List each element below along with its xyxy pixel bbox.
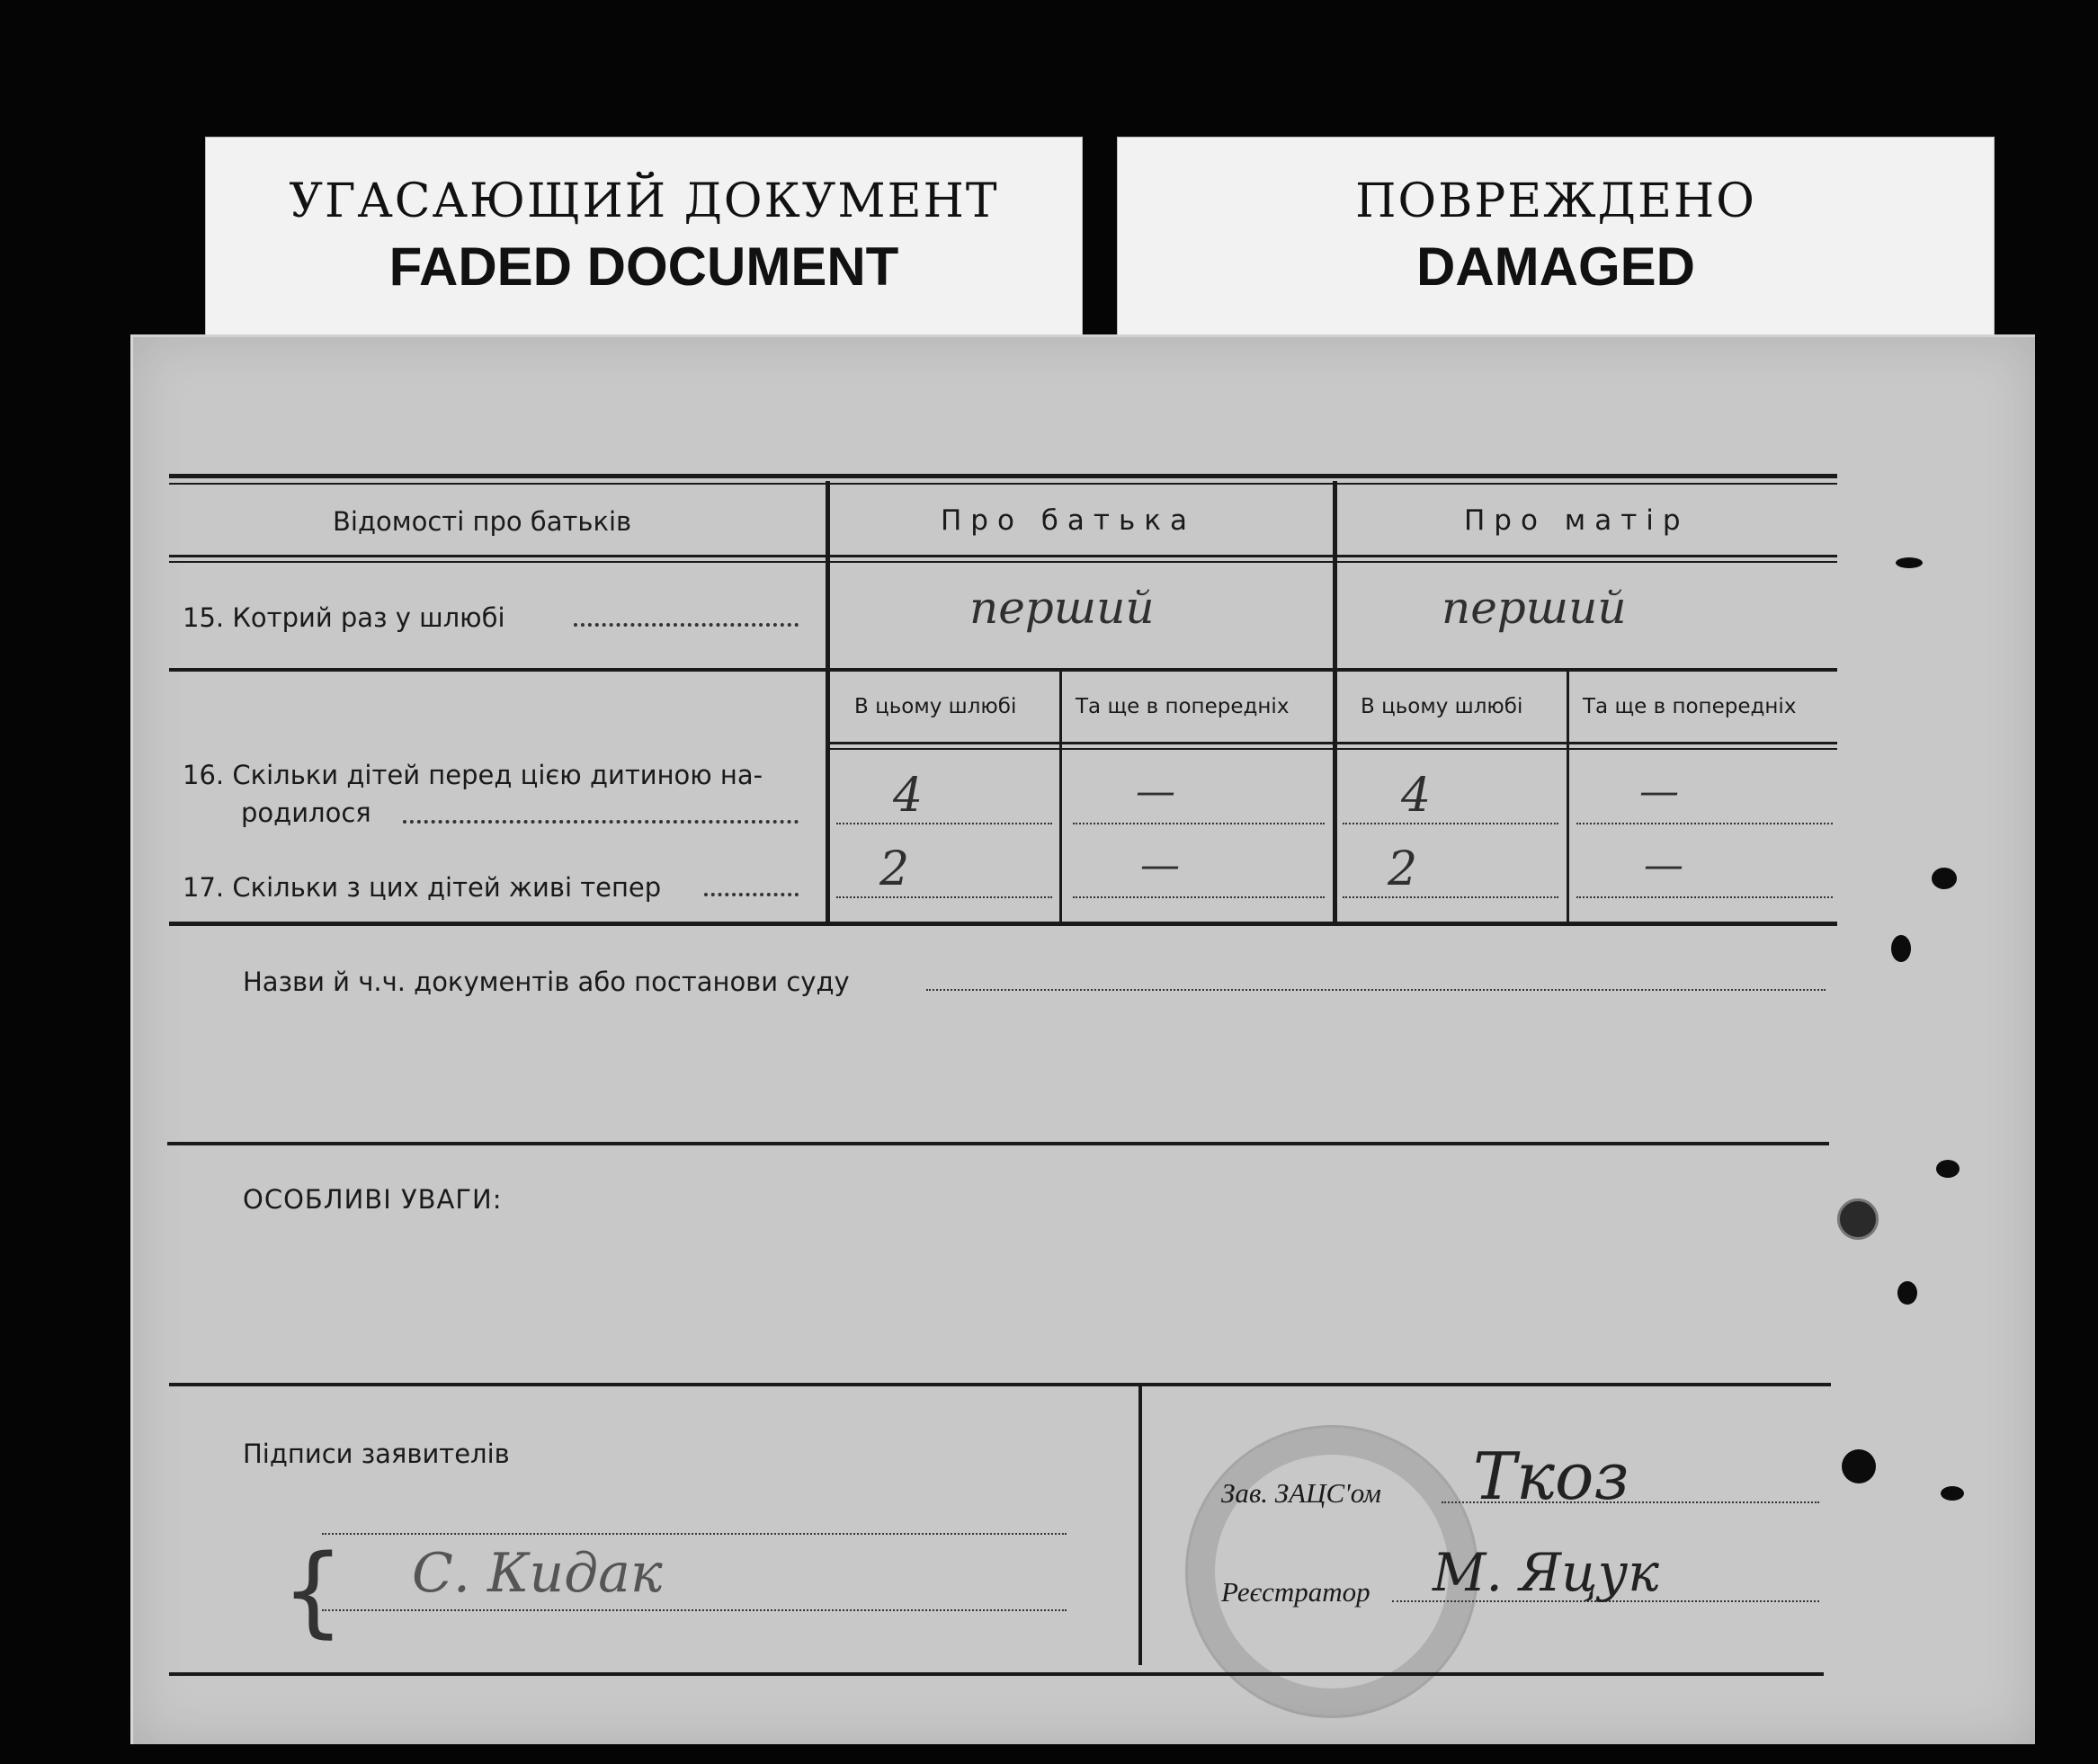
table-top-rule: [169, 474, 1837, 478]
header-parents-info: Відомості про батьків: [333, 506, 632, 537]
form-sheet: [130, 334, 2035, 1744]
damage-mark-4: [1936, 1160, 1960, 1178]
damage-mark-5: [1897, 1281, 1917, 1305]
form-bottom-rule: [169, 1672, 1824, 1676]
row17-father-this-line: [836, 896, 1052, 898]
signatures-divider: [1138, 1386, 1142, 1665]
row16-mother-this: 4: [1401, 769, 1432, 823]
applicant-signature: С. Кидак: [412, 1542, 663, 1605]
subhead-father-this-marriage: В цьому шлюбі: [854, 695, 1017, 718]
damage-mark-1: [1896, 557, 1923, 568]
documents-fill-line: [926, 989, 1826, 991]
column-divider-1: [826, 481, 830, 926]
row17-father-this: 2: [879, 842, 910, 896]
row15-leader: [574, 623, 799, 627]
header-about-father: Про батька: [941, 504, 1196, 537]
special-notes-label: ОСОБЛИВІ УВАГИ:: [243, 1184, 503, 1215]
row17-mother-this-line: [1343, 896, 1558, 898]
faded-label-russian: УГАСАЮЩИЙ ДОКУМЕНТ: [289, 174, 999, 228]
row17-mother-prev-line: [1576, 896, 1833, 898]
punch-hole-1: [1837, 1198, 1879, 1240]
damaged-label-english: DAMAGED: [1416, 236, 1695, 297]
damaged-label-russian: ПОВРЕЖДЕНО: [1355, 174, 1756, 228]
damage-mark-6: [1941, 1486, 1964, 1501]
row16-label-line2: родилося: [241, 797, 371, 828]
signatures-brace: {: [281, 1533, 344, 1648]
row16-father-this-line: [836, 823, 1052, 824]
header-about-mother: Про матір: [1464, 504, 1690, 537]
row17-father-prev: —: [1140, 842, 1180, 888]
row17-label: 17. Скільки з цих дітей живі тепер: [183, 872, 662, 903]
row16-mother-prev: —: [1639, 769, 1679, 815]
row15-father-value: перший: [969, 582, 1155, 634]
row16-father-prev-line: [1073, 823, 1325, 824]
registrar-label: Реєстратор: [1221, 1576, 1370, 1608]
column-divider-father-sub: [1059, 672, 1062, 926]
row16-leader: [403, 820, 799, 824]
row16-mother-prev-line: [1576, 823, 1833, 824]
row16-father-this: 4: [893, 769, 924, 823]
faded-document-label: [205, 137, 1083, 339]
row16-mother-this-line: [1343, 823, 1558, 824]
head-label: Зав. ЗАЦС'ом: [1221, 1477, 1381, 1509]
row15-label: 15. Котрий раз у шлюбі: [183, 602, 505, 633]
documents-section-rule: [167, 1142, 1829, 1145]
subhead-bottom-rule: [830, 742, 1837, 744]
documents-label: Назви й ч.ч. документів або постанови суду: [243, 967, 850, 997]
row16-label-line1: 16. Скільки дітей перед цією дитиною на-: [183, 760, 763, 790]
row15-mother-value: перший: [1442, 582, 1627, 634]
row17-mother-prev: —: [1644, 842, 1683, 888]
header-bottom-rule-thin: [169, 561, 1837, 563]
faded-label-english: FADED DOCUMENT: [388, 236, 899, 297]
subhead-bottom-rule-thin: [830, 748, 1837, 750]
applicant-signature-line-2: [322, 1609, 1067, 1611]
subhead-mother-this-marriage: В цьому шлюбі: [1361, 695, 1523, 718]
header-bottom-rule: [169, 555, 1837, 557]
table-bottom-rule: [169, 922, 1837, 926]
subhead-mother-previous: Та ще в попередніх: [1583, 695, 1797, 718]
signatures-label: Підписи заявителів: [243, 1439, 510, 1469]
applicant-signature-line-1: [322, 1533, 1067, 1535]
table-top-rule-thin: [169, 483, 1837, 485]
damage-mark-3: [1891, 935, 1911, 962]
row16-father-prev: —: [1136, 769, 1175, 815]
column-divider-2: [1333, 481, 1337, 926]
column-divider-mother-sub: [1567, 672, 1569, 926]
damage-mark-2: [1932, 868, 1957, 889]
head-signature: Ткоз: [1473, 1439, 1629, 1514]
subhead-father-previous: Та ще в попередніх: [1076, 695, 1290, 718]
row17-father-prev-line: [1073, 896, 1325, 898]
notes-section-rule: [169, 1383, 1831, 1386]
punch-hole-2: [1842, 1449, 1876, 1483]
row17-mother-this: 2: [1388, 842, 1418, 896]
damaged-document-label: [1117, 137, 1995, 339]
row17-leader: [704, 893, 799, 896]
registrar-signature: М. Яцук: [1433, 1542, 1659, 1603]
row15-bottom-rule: [169, 668, 1837, 672]
